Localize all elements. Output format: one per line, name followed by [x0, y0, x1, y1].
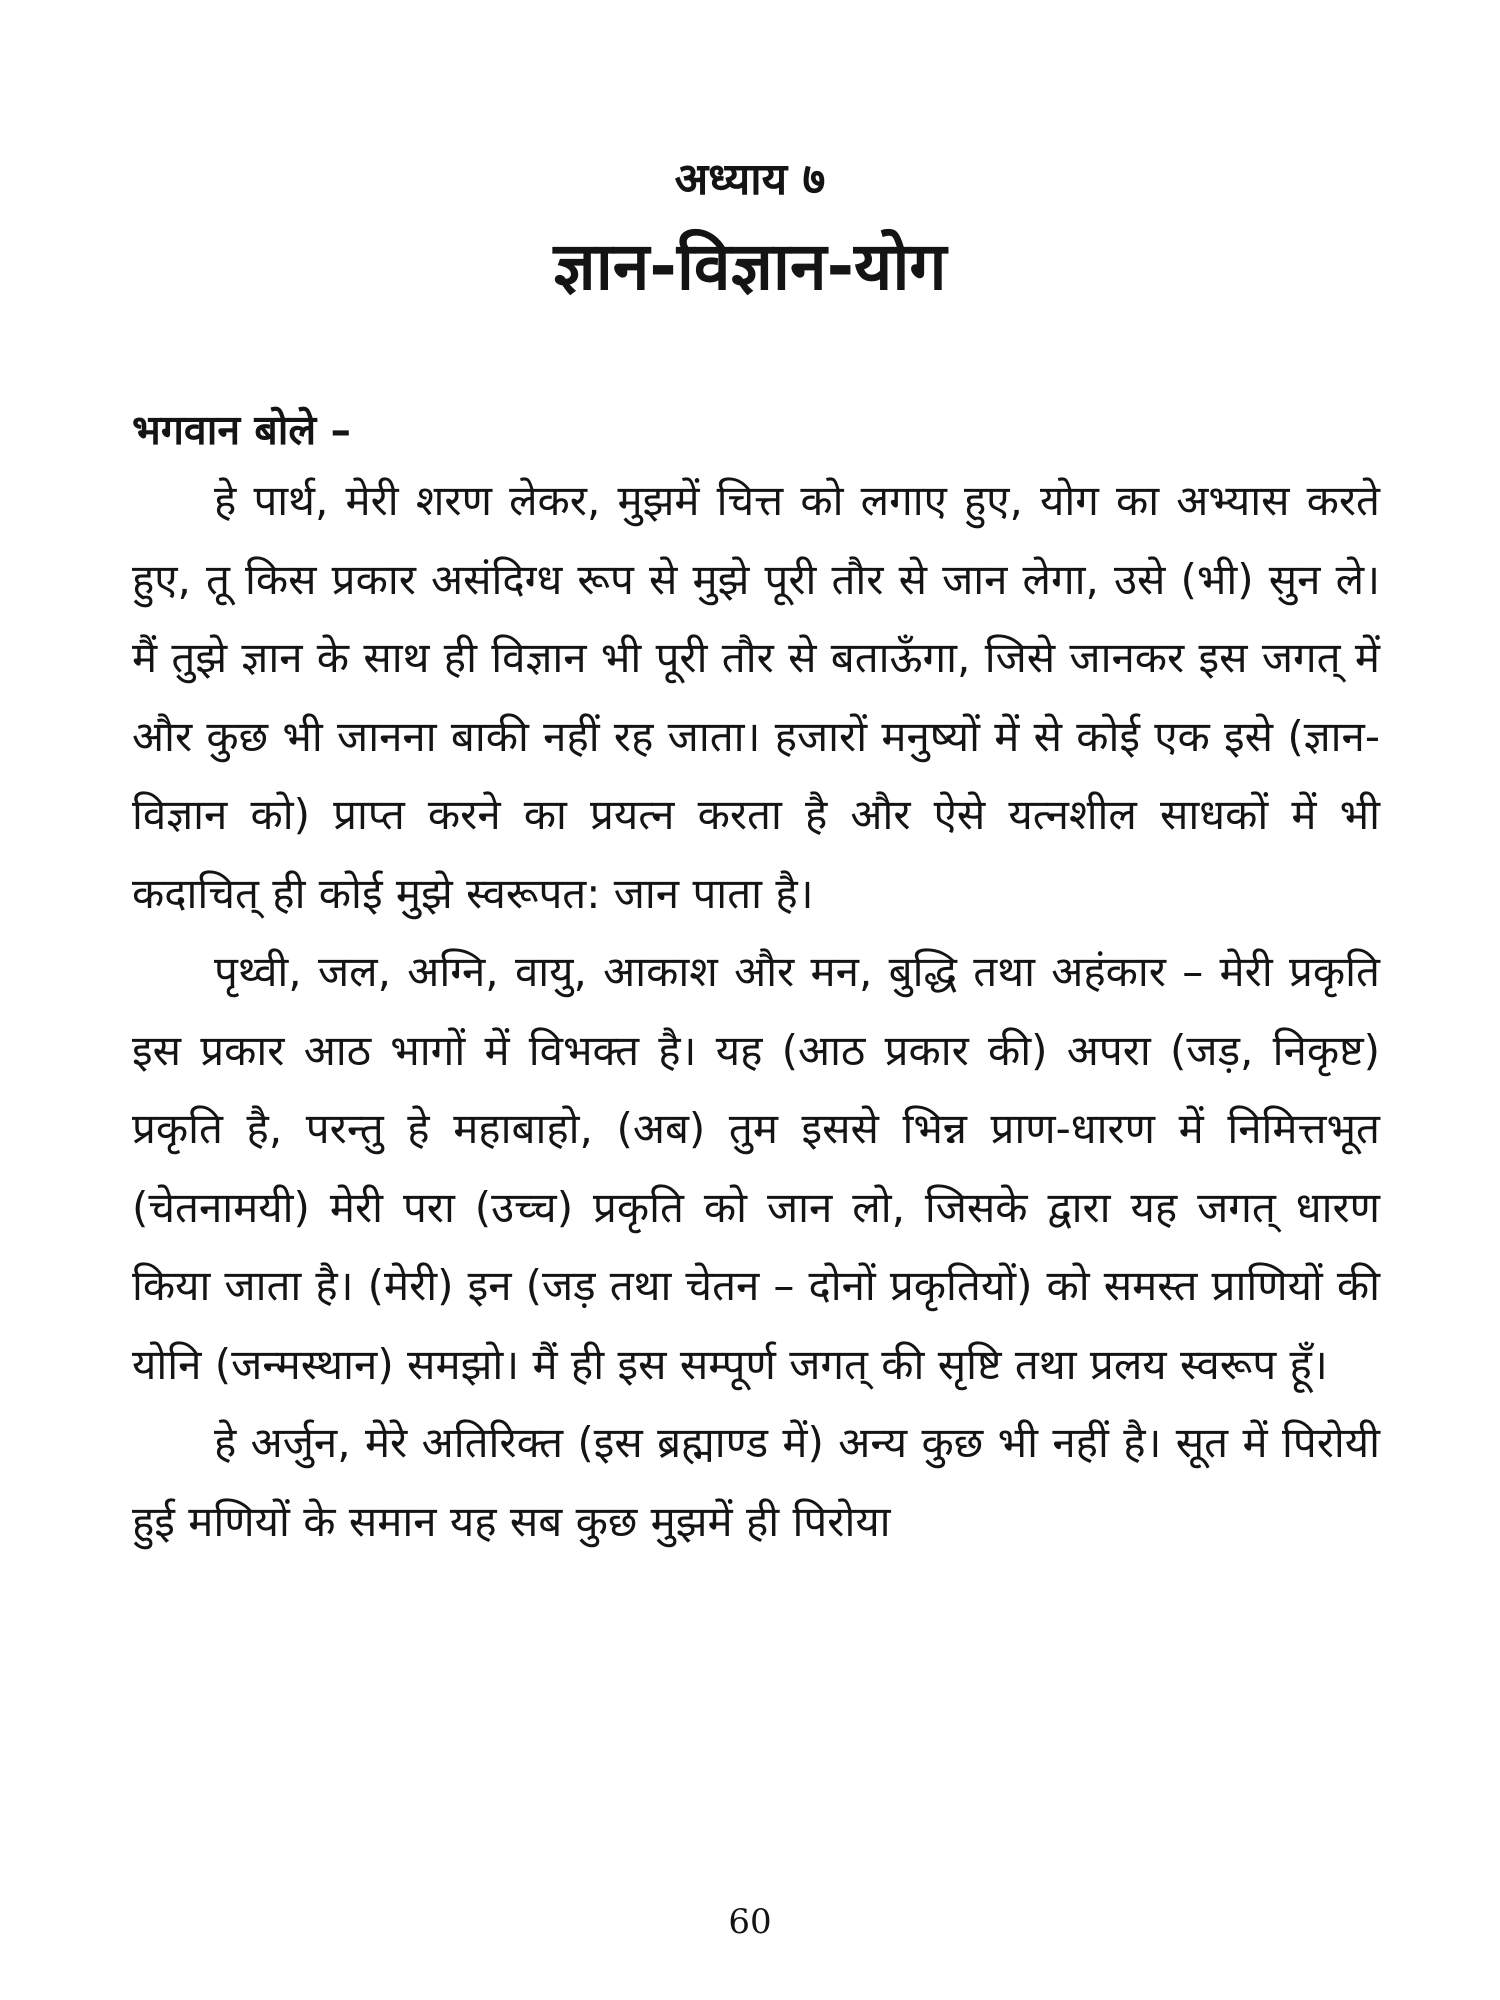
chapter-label: अध्याय ७ — [674, 154, 826, 205]
body-text — [132, 462, 1380, 1561]
chapter-title: ज्ञान-विज्ञान-योग — [553, 228, 947, 305]
speaker-heading: भगवान बोले – — [132, 406, 351, 454]
page-number: 60 — [728, 1902, 772, 1942]
paragraph: पृथ्वी, जल, अग्नि, वायु, आकाश और मन, बुद्धि तथा अहंकार – मेरी प्रकृति इस प्रकार आठ भागों में विभक्त है। यह (आठ प्रकार की) अपरा (जड़, निकृष्ट) प्रकृति है, परन्तु हे महाबाहो, (अब) तुम इससे भिन्न प्राण-धारण में निमित्तभूत (चेतनामयी) मेरी परा (उच्च) प्रकृति को जान लो, जिसके द्वारा यह जगत् धारण किया जाता है। (मेरी) इन (जड़ तथा चेतन – दोनों प्रकृतियों) को समस्त प्राणियों की योनि (जन्मस्थान) समझो। मैं ही इस सम्पूर्ण जगत् की सृष्टि तथा प्रलय स्वरूप हूँ। — [132, 947, 1380, 1389]
paragraph: हे पार्थ, मेरी शरण लेकर, मुझमें चित्त को लगाए हुए, योग का अभ्यास करते हुए, तू किस प्रकार असंदिग्ध रूप से मुझे पूरी तौर से जान लेगा, उसे (भी) सुन ले। मैं तुझे ज्ञान के साथ ही विज्ञान भी पूरी तौर से बताऊँगा, जिसे जानकर इस जगत् में और कुछ भी जानना बाकी नहीं रह जाता। हजारों मनुष्यों में से कोई एक इसे (ज्ञान-विज्ञान को) प्राप्त करने का प्रयत्न करता है और ऐसे यत्नशील साधकों में भी कदाचित् ही कोई मुझे स्वरूपत: जान पाता है। — [132, 476, 1380, 918]
paragraph: हे अर्जुन, मेरे अतिरिक्त (इस ब्रह्माण्ड में) अन्य कुछ भी नहीं है। सूत में पिरोयी हुई मणियों के समान यह सब कुछ मुझमें ही पिरोया — [132, 1418, 1380, 1546]
